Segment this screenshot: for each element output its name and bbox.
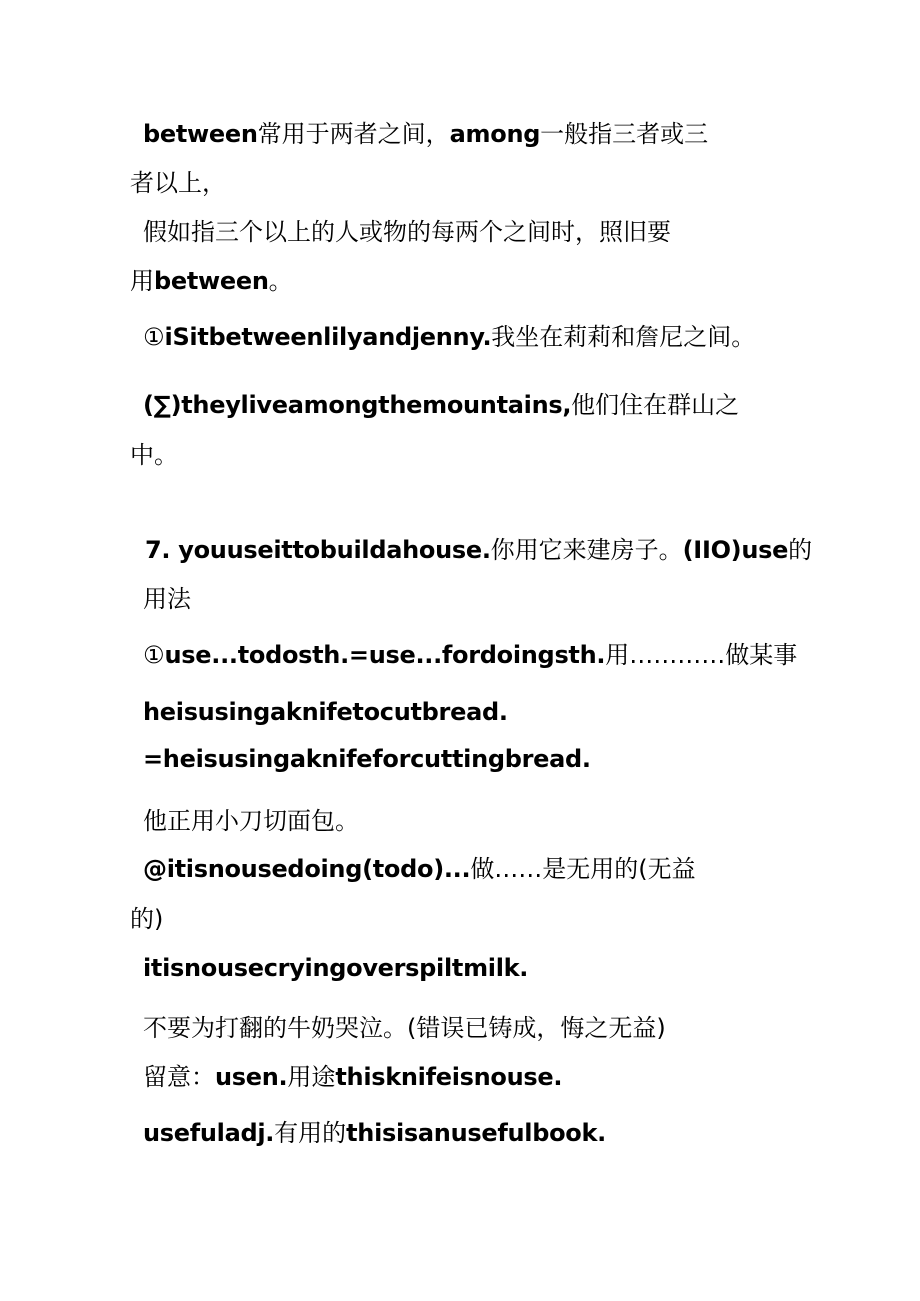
chinese-text: 我坐在莉莉和詹尼之间。 xyxy=(491,323,756,351)
chinese-text: 的 xyxy=(788,536,813,564)
english-text: between xyxy=(143,120,258,148)
text-line xyxy=(130,440,178,470)
english-text: among xyxy=(449,120,541,148)
english-text: =heisusingaknifeforcuttingbread. xyxy=(143,745,591,773)
text-line xyxy=(143,390,739,420)
chinese-text: 用…………做某事 xyxy=(605,641,798,669)
english-text: itisnousecryingoverspiltmilk. xyxy=(143,954,529,982)
text-line xyxy=(143,217,671,247)
text-line xyxy=(130,168,226,198)
text-line xyxy=(143,584,191,614)
text-line xyxy=(143,854,696,884)
chinese-text: 他们住在群山之 xyxy=(571,391,740,419)
chinese-text: 用法 xyxy=(143,585,191,613)
text-line xyxy=(145,535,812,565)
text-line xyxy=(130,904,163,934)
chinese-text: 一般指三者或三 xyxy=(540,120,709,148)
english-text: use...todosth.=use...fordoingsth. xyxy=(164,641,606,669)
text-line xyxy=(143,1062,562,1092)
chinese-text: 者以上， xyxy=(130,169,226,197)
text-line xyxy=(143,744,591,774)
text-line xyxy=(143,806,359,836)
english-text: heisusingaknifetocutbread. xyxy=(143,698,508,726)
chinese-text: 有用的 xyxy=(274,1119,347,1147)
chinese-text: 做……是无用的(无益 xyxy=(470,855,696,883)
chinese-text: ① xyxy=(143,641,165,669)
english-text: (IIO)use xyxy=(682,536,789,564)
text-line xyxy=(143,119,708,149)
chinese-text: 的) xyxy=(130,905,164,933)
chinese-text: 你用它来建房子。 xyxy=(490,536,683,564)
text-line xyxy=(130,266,293,296)
english-text: (∑)theyliveamongthemountains, xyxy=(143,391,572,419)
text-line xyxy=(143,697,508,727)
english-text: usefuladj. xyxy=(143,1119,275,1147)
text-line xyxy=(143,640,797,670)
english-text: between xyxy=(154,267,269,295)
chinese-text: 不要为打翻的牛奶哭泣。(错误已铸成，悔之无益) xyxy=(143,1014,666,1042)
english-text: thisknifeisnouse. xyxy=(335,1063,563,1091)
chinese-text: 常用于两者之间， xyxy=(257,120,450,148)
chinese-text: 假如指三个以上的人或物的每两个之间时，照旧要 xyxy=(143,218,671,246)
chinese-text: 留意： xyxy=(143,1063,215,1091)
chinese-text: 。 xyxy=(268,267,293,295)
text-line xyxy=(143,1118,606,1148)
chinese-text: 中。 xyxy=(130,441,178,469)
chinese-text: 用途 xyxy=(287,1063,336,1091)
text-line xyxy=(143,322,755,352)
english-text: usen. xyxy=(215,1063,288,1091)
text-line xyxy=(143,953,528,983)
chinese-text: 他正用小刀切面包。 xyxy=(143,807,359,835)
english-text: @itisnousedoing(todo)... xyxy=(143,855,471,883)
english-text: iSitbetweenlilyandjenny. xyxy=(164,323,492,351)
chinese-text: ① xyxy=(143,323,165,351)
english-text: thisisanusefulbook. xyxy=(346,1119,606,1147)
text-line xyxy=(143,1013,666,1043)
english-text: 7. youuseittobuildahouse. xyxy=(145,536,491,564)
chinese-text: 用 xyxy=(130,267,154,295)
